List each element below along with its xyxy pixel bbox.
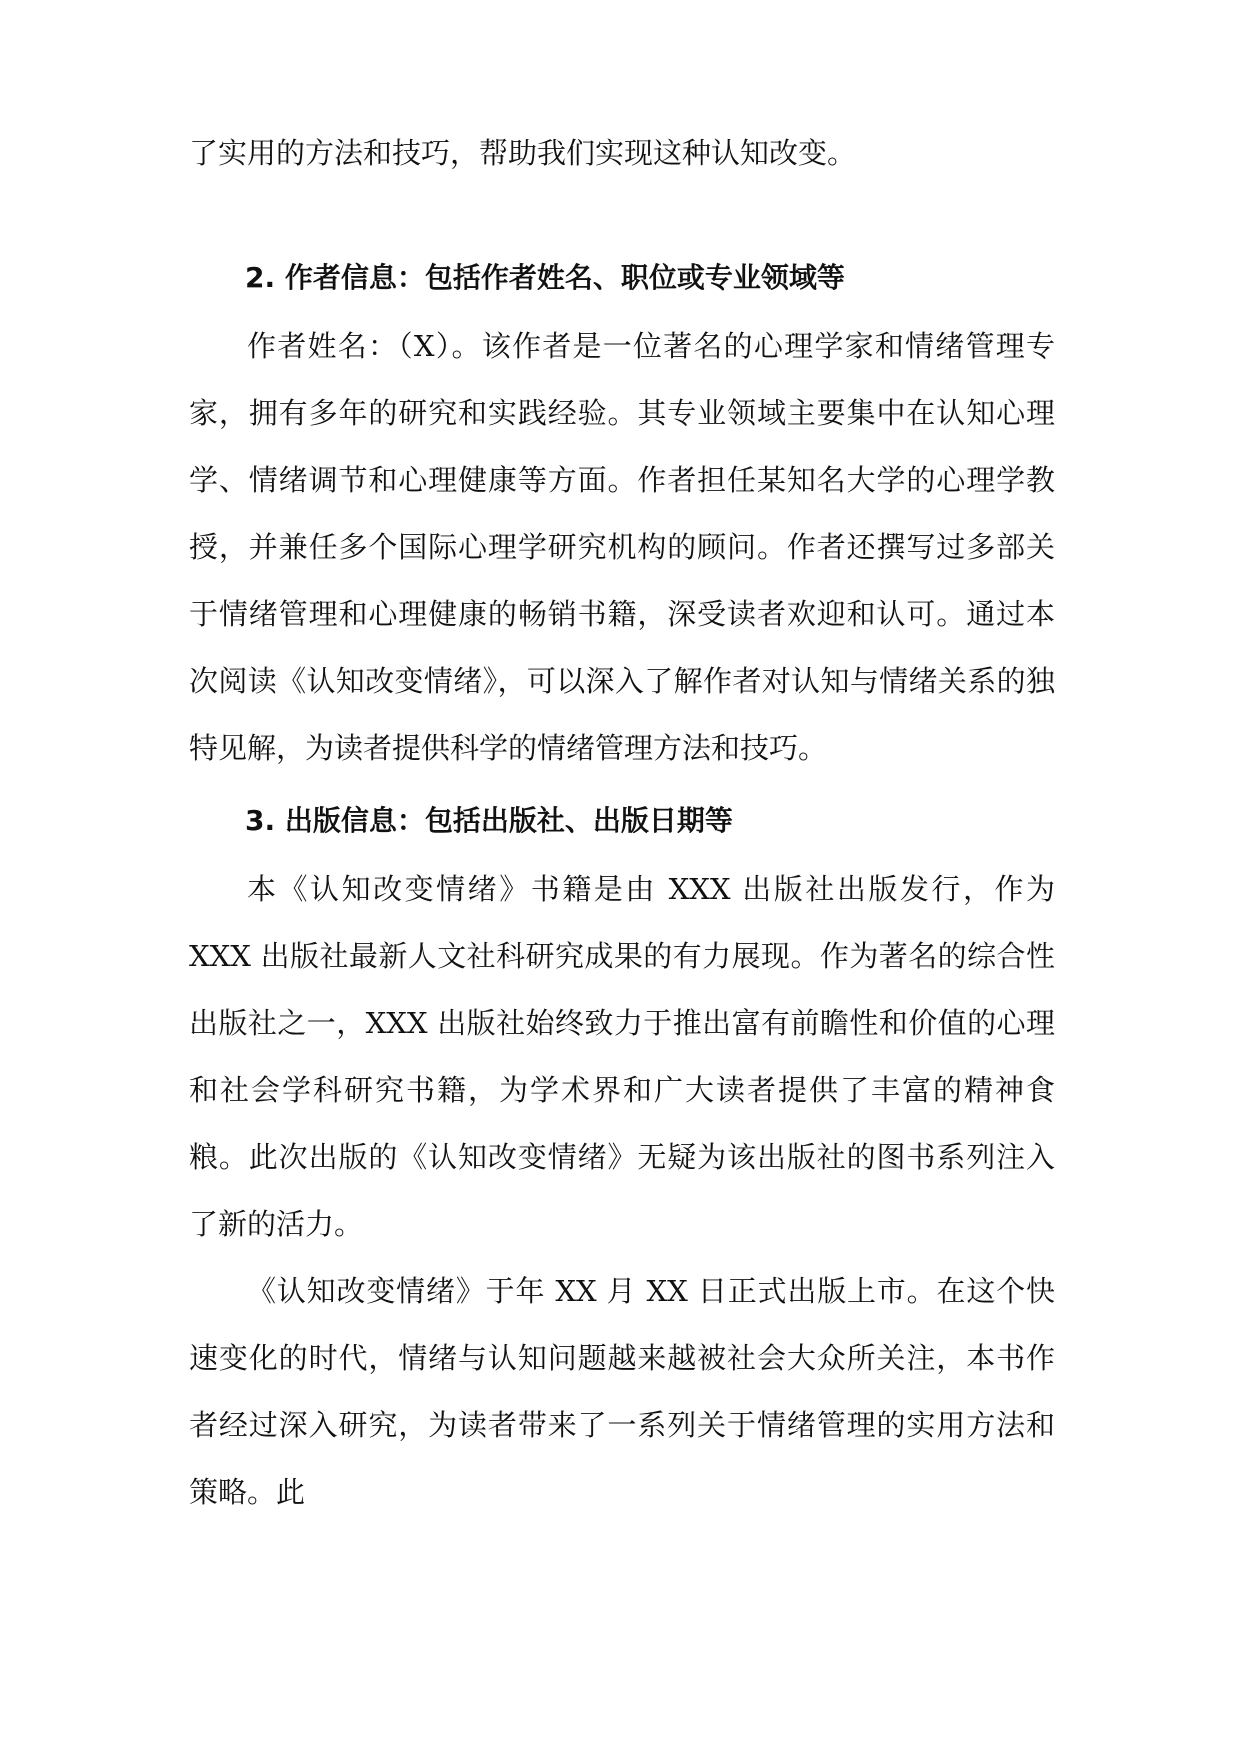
section-3-body-block [189,856,1065,1526]
section-2-body-block [189,313,1055,782]
section-2-heading-block [189,258,1055,298]
section-3-paragraph-1: 本《认知改变情绪》书籍是由 XXX 出版社出版发行，作为 XXX 出版社最新人文社科研究成果的有力展现。作为著名的综合性出版社之一，XXX 出版社始终致力于推出富有前瞻性和价值的心理和社会学科研究书籍，为学术界和广大读者提供了丰富的精神食粮。此次出版的《认知改变情绪》无疑为该出版社的图书系列注入了新的活力。 [189,872,1065,1241]
section-3-heading: 3. 出版信息：包括出版社、出版日期等 [245,804,733,837]
section-2-paragraph: 作者姓名：（X）。该作者是一位著名的心理学家和情绪管理专家，拥有多年的研究和实践经验。其专业领域主要集中在认知心理学、情绪调节和心理健康等方面。作者担任某知名大学的心理学教授，并兼任多个国际心理学研究机构的顾问。作者还撰写过多部关于情绪管理和心理健康的畅销书籍，深受读者欢迎和认可。通过本次阅读《认知改变情绪》，可以深入了解作者对认知与情绪关系的独特见解，为读者提供科学的情绪管理方法和技巧。 [189,329,1055,765]
section-3-heading-block [189,801,1055,841]
carryover-paragraph-block [189,120,1055,187]
section-2-heading: 2. 作者信息：包括作者姓名、职位或专业领域等 [245,261,845,294]
carryover-paragraph: 了实用的方法和技巧，帮助我们实现这种认知改变。 [189,136,857,170]
section-3-paragraph-2: 《认知改变情绪》于年 XX 月 XX 日正式出版上市。在这个快速变化的时代，情绪与认知问题越来越被社会大众所关注，本书作者经过深入研究，为读者带来了一系列关于情绪管理的实用方法和策略。此 [189,1274,1055,1509]
